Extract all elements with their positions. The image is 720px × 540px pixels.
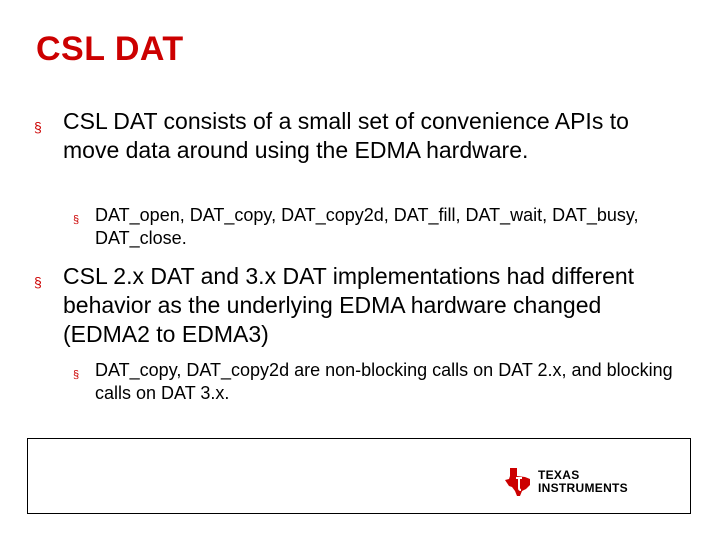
bullet-1-text: CSL DAT consists of a small set of convenience APIs to move data around using the EDMA hardware.	[63, 108, 629, 163]
logo-line-2: INSTRUMENTS	[538, 481, 628, 495]
company-logo	[504, 466, 628, 498]
slide-title: CSL DAT	[36, 30, 184, 68]
texas-instruments-logo-icon	[504, 467, 532, 497]
logo-wordmark	[538, 469, 628, 495]
bullet-marker-icon: §	[34, 274, 42, 290]
bullet-2-text: CSL 2.x DAT and 3.x DAT implementations had different behavior as the underlying EDMA hardware changed (EDMA2 to EDMA3)	[63, 263, 635, 347]
bullet-2-sub-1-text: DAT_copy, DAT_copy2d are non-blocking calls on DAT 2.x, and blocking calls on DAT 3.x.	[95, 360, 673, 403]
logo-line-1: TEXAS	[538, 468, 580, 482]
bullet-1-sub-1-text: DAT_open, DAT_copy, DAT_copy2d, DAT_fill, DAT_wait, DAT_busy, DAT_close.	[95, 205, 639, 248]
bullet-marker-icon: §	[34, 119, 42, 135]
bullet-1	[34, 107, 684, 165]
bullet-1-sub-1	[73, 204, 693, 250]
bullet-2	[34, 262, 684, 349]
sub-bullet-marker-icon: §	[73, 214, 80, 226]
sub-bullet-marker-icon: §	[73, 369, 80, 381]
bullet-2-sub-1	[73, 359, 693, 405]
